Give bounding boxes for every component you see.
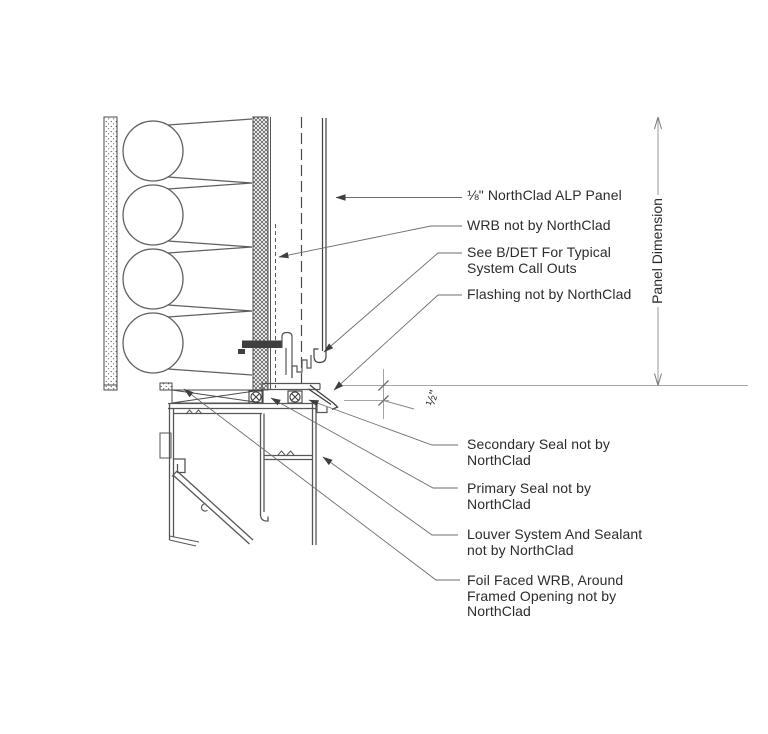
callout-wrb xyxy=(467,218,611,234)
callout-flashing-line: Flashing not by NorthClad xyxy=(467,286,632,302)
callout-system-line1: See B/DET For Typical xyxy=(467,244,611,260)
callout-panel xyxy=(467,188,622,204)
callout-panel-line: ⅛" NorthClad ALP Panel xyxy=(467,187,622,203)
callout-primary-seal-line2: NorthClad xyxy=(467,495,531,512)
gap-dimension-label: ½" xyxy=(422,388,442,408)
gap-dimension-leader xyxy=(384,401,415,410)
leader-foil-wrb xyxy=(184,389,460,580)
leader-flashing xyxy=(334,295,462,390)
callout-foil-wrb-line2: Framed Opening not by xyxy=(467,587,617,604)
alp-panel-face xyxy=(314,118,326,363)
callout-system xyxy=(467,245,611,276)
callout-secondary-seal-line2: NorthClad xyxy=(467,451,531,468)
callout-primary-seal-line1: Primary Seal not by xyxy=(467,480,592,496)
panel-dimension-label: Panel Dimension xyxy=(648,195,666,307)
louver-blade xyxy=(172,471,253,544)
extension-lines xyxy=(340,369,748,419)
sheathing-hatched-layer xyxy=(253,117,268,390)
callout-wrb-line: WRB not by NorthClad xyxy=(467,217,611,233)
callout-foil-wrb-line3: NorthClad xyxy=(467,603,531,619)
callout-system-line2: System Call Outs xyxy=(467,259,577,276)
leader-wrb xyxy=(279,226,462,257)
callout-secondary-seal-line1: Secondary Seal not by xyxy=(467,436,610,452)
callout-primary-seal xyxy=(467,481,591,512)
sheathing-stipple-layer xyxy=(104,117,117,390)
batt-insulation-symbol xyxy=(123,119,252,375)
callout-louver-system xyxy=(467,527,642,558)
blade-bracket xyxy=(174,459,185,473)
callout-secondary-seal xyxy=(467,437,610,468)
shim-block xyxy=(160,383,172,390)
callout-foil-wrb-line1: Foil Faced WRB, Around xyxy=(467,572,624,588)
leader-system-callout xyxy=(324,253,462,352)
louver-frame xyxy=(160,401,316,547)
callout-foil-wrb xyxy=(467,573,623,620)
callout-louver-system-line2: not by NorthClad xyxy=(467,541,574,558)
leader-louver-system xyxy=(323,457,458,535)
attachment-clip xyxy=(242,341,282,349)
callout-louver-system-line1: Louver System And Sealant xyxy=(467,526,643,542)
callout-flashing xyxy=(467,287,631,303)
fastener-right xyxy=(288,391,302,403)
clip-nub xyxy=(238,349,245,354)
leader-primary-seal xyxy=(271,398,458,488)
wall-section xyxy=(104,117,326,390)
